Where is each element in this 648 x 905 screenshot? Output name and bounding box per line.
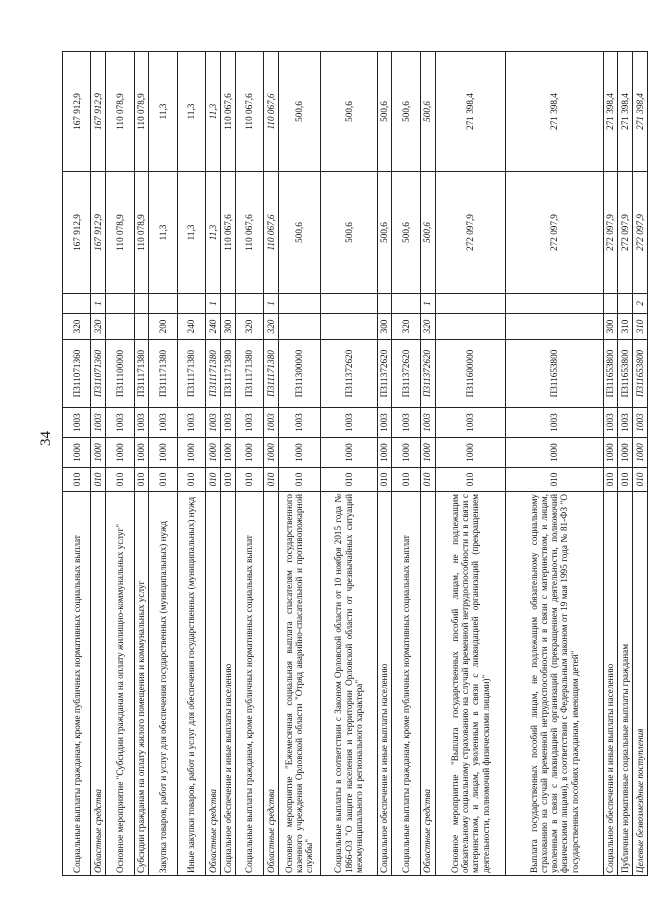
amount-year-2: 11,3 xyxy=(149,52,177,172)
expense-type-code: 300 xyxy=(377,314,392,340)
fund-source-mark xyxy=(235,294,263,314)
expense-type-code xyxy=(320,314,377,340)
amount-year-2: 110 067,6 xyxy=(235,52,263,172)
ministry-code: 010 xyxy=(603,468,618,492)
amount-year-2: 11,3 xyxy=(206,52,221,172)
expense-type-code: 320 xyxy=(420,314,435,340)
target-article-code: П311653800 xyxy=(633,340,648,408)
target-article-code: П311071360 xyxy=(91,340,106,408)
budget-table-sheet xyxy=(62,52,648,876)
amount-year-1: 500,6 xyxy=(377,172,392,294)
section-code: 1000 xyxy=(377,438,392,468)
expense-type-code: 320 xyxy=(264,314,279,340)
amount-year-1: 11,3 xyxy=(206,172,221,294)
ministry-code: 010 xyxy=(505,468,603,492)
budget-table xyxy=(62,51,648,876)
amount-year-1: 11,3 xyxy=(149,172,177,294)
section-code: 1000 xyxy=(206,438,221,468)
table-row xyxy=(63,52,91,876)
amount-year-1: 272 097,9 xyxy=(435,172,505,294)
amount-year-2: 271 398,4 xyxy=(435,52,505,172)
amount-year-1: 167 912,9 xyxy=(91,172,106,294)
fund-source-mark xyxy=(220,294,235,314)
target-article-code: П311372620 xyxy=(392,340,420,408)
amount-year-2: 271 398,4 xyxy=(633,52,648,172)
target-article-code: П311071360 xyxy=(63,340,91,408)
table-row xyxy=(235,52,263,876)
ministry-code: 010 xyxy=(149,468,177,492)
target-article-code: П311100000 xyxy=(106,340,134,408)
expense-type-code: 240 xyxy=(206,314,221,340)
subsection-code: 1003 xyxy=(320,408,377,438)
section-code: 1000 xyxy=(505,438,603,468)
ministry-code: 010 xyxy=(633,468,648,492)
row-name: Социальное обеспечение и иные выплаты населению xyxy=(220,492,235,876)
amount-year-2: 110 078,9 xyxy=(134,52,149,172)
amount-year-1: 272 097,9 xyxy=(505,172,603,294)
section-code: 1000 xyxy=(392,438,420,468)
expense-type-code: 300 xyxy=(220,314,235,340)
subsection-code: 1003 xyxy=(63,408,91,438)
ministry-code: 010 xyxy=(63,468,91,492)
expense-type-code: 320 xyxy=(63,314,91,340)
amount-year-2: 271 398,4 xyxy=(603,52,618,172)
ministry-code: 010 xyxy=(320,468,377,492)
row-name: Целевые безвозмездные поступления xyxy=(633,492,648,876)
expense-type-code: 310 xyxy=(633,314,648,340)
target-article-code: П311600000 xyxy=(435,340,505,408)
ministry-code: 010 xyxy=(235,468,263,492)
section-code: 1000 xyxy=(177,438,205,468)
target-article-code: П311171380 xyxy=(206,340,221,408)
fund-source-mark xyxy=(603,294,618,314)
table-row xyxy=(320,52,377,876)
section-code: 1000 xyxy=(235,438,263,468)
amount-year-1: 110 078,9 xyxy=(134,172,149,294)
fund-source-mark: 1 xyxy=(264,294,279,314)
row-name: Публичные нормативные социальные выплаты гражданам xyxy=(618,492,633,876)
section-code: 1000 xyxy=(63,438,91,468)
subsection-code: 1003 xyxy=(134,408,149,438)
fund-source-mark xyxy=(377,294,392,314)
target-article-code: П311653800 xyxy=(603,340,618,408)
fund-source-mark xyxy=(435,294,505,314)
fund-source-mark xyxy=(505,294,603,314)
subsection-code: 1003 xyxy=(206,408,221,438)
amount-year-1: 110 067,6 xyxy=(220,172,235,294)
row-name: Областные средства xyxy=(91,492,106,876)
row-name: Основное мероприятие "Субсидии гражданам на оплату жилищно-коммунальных услуг" xyxy=(106,492,134,876)
section-code: 1000 xyxy=(435,438,505,468)
row-name: Социальные выплаты гражданам, кроме публичных нормативных социальных выплат xyxy=(63,492,91,876)
expense-type-code: 320 xyxy=(392,314,420,340)
subsection-code: 1003 xyxy=(177,408,205,438)
subsection-code: 1003 xyxy=(377,408,392,438)
section-code: 1000 xyxy=(149,438,177,468)
amount-year-1: 500,6 xyxy=(392,172,420,294)
table-row xyxy=(91,52,106,876)
table-row xyxy=(392,52,420,876)
section-code: 1000 xyxy=(134,438,149,468)
amount-year-1: 167 912,9 xyxy=(63,172,91,294)
table-row xyxy=(177,52,205,876)
target-article-code: П311171380 xyxy=(264,340,279,408)
subsection-code: 1003 xyxy=(149,408,177,438)
section-code: 1000 xyxy=(603,438,618,468)
subsection-code: 1003 xyxy=(618,408,633,438)
amount-year-2: 167 912,9 xyxy=(91,52,106,172)
amount-year-1: 272 097,9 xyxy=(633,172,648,294)
amount-year-2: 500,6 xyxy=(320,52,377,172)
amount-year-1: 272 097,9 xyxy=(603,172,618,294)
expense-type-code xyxy=(278,314,320,340)
section-code: 1000 xyxy=(91,438,106,468)
amount-year-2: 11,3 xyxy=(177,52,205,172)
amount-year-1: 110 067,6 xyxy=(235,172,263,294)
table-body xyxy=(63,52,648,876)
amount-year-2: 110 067,6 xyxy=(220,52,235,172)
expense-type-code: 310 xyxy=(618,314,633,340)
target-article-code: П311171380 xyxy=(177,340,205,408)
section-code: 1000 xyxy=(278,438,320,468)
amount-year-2: 500,6 xyxy=(377,52,392,172)
expense-type-code: 320 xyxy=(235,314,263,340)
expense-type-code: 300 xyxy=(603,314,618,340)
subsection-code: 1003 xyxy=(264,408,279,438)
subsection-code: 1003 xyxy=(603,408,618,438)
subsection-code: 1003 xyxy=(435,408,505,438)
fund-source-mark xyxy=(63,294,91,314)
ministry-code: 010 xyxy=(206,468,221,492)
fund-source-mark xyxy=(177,294,205,314)
table-row xyxy=(278,52,320,876)
row-name: Социальные выплаты гражданам, кроме публичных нормативных социальных выплат xyxy=(392,492,420,876)
amount-year-1: 500,6 xyxy=(320,172,377,294)
subsection-code: 1003 xyxy=(106,408,134,438)
row-name: Закупка товаров, работ и услуг для обеспечения государственных (муниципальных) нужд xyxy=(149,492,177,876)
expense-type-code: 240 xyxy=(177,314,205,340)
ministry-code: 010 xyxy=(392,468,420,492)
amount-year-1: 11,3 xyxy=(177,172,205,294)
target-article-code: П311653800 xyxy=(505,340,603,408)
fund-source-mark: 2 xyxy=(633,294,648,314)
subsection-code: 1003 xyxy=(278,408,320,438)
table-row xyxy=(220,52,235,876)
row-name: Социальные выплаты гражданам, кроме публичных нормативных социальных выплат xyxy=(235,492,263,876)
fund-source-mark xyxy=(320,294,377,314)
subsection-code: 1003 xyxy=(91,408,106,438)
target-article-code: П311171380 xyxy=(134,340,149,408)
expense-type-code xyxy=(106,314,134,340)
subsection-code: 1003 xyxy=(392,408,420,438)
ministry-code: 010 xyxy=(220,468,235,492)
row-name: Основное мероприятие "Ежемесячная социальная выплата спасателям государственного казенного учреждения Орловской области "Отряд аварийно-спасательной и противопожарной службы" xyxy=(278,492,320,876)
section-code: 1000 xyxy=(106,438,134,468)
table-row xyxy=(106,52,134,876)
subsection-code: 1003 xyxy=(235,408,263,438)
fund-source-mark: 1 xyxy=(206,294,221,314)
table-row xyxy=(505,52,603,876)
expense-type-code xyxy=(134,314,149,340)
target-article-code: П311171380 xyxy=(220,340,235,408)
subsection-code: 1003 xyxy=(220,408,235,438)
fund-source-mark xyxy=(278,294,320,314)
amount-year-1: 272 097,9 xyxy=(618,172,633,294)
ministry-code: 010 xyxy=(420,468,435,492)
ministry-code: 010 xyxy=(377,468,392,492)
ministry-code: 010 xyxy=(264,468,279,492)
section-code: 1000 xyxy=(633,438,648,468)
amount-year-2: 500,6 xyxy=(420,52,435,172)
ministry-code: 010 xyxy=(91,468,106,492)
amount-year-1: 500,6 xyxy=(420,172,435,294)
section-code: 1000 xyxy=(420,438,435,468)
target-article-code: П311372620 xyxy=(420,340,435,408)
table-row xyxy=(618,52,633,876)
row-name: Областные средства xyxy=(420,492,435,876)
table-row xyxy=(149,52,177,876)
row-name: Социальные выплаты в соответствии с Законом Орловской области от 10 ноября 2015 года № 1866-ОЗ "О защите населения и территории Орловской области от чрезвычайных ситуаций межмуниципального и регионального характера" xyxy=(320,492,377,876)
section-code: 1000 xyxy=(220,438,235,468)
page-number: 34 xyxy=(38,431,54,446)
table-row xyxy=(264,52,279,876)
row-name: Выплата государственных пособий лицам, не подлежащим обязательному социальному страхованию на случай временной нетрудоспособности и в связи с материнством, и лицам, уволенным в связи с ликвидацией организаций (прекращением деятельности, полномочий физическими лицами), в соответствии с Федеральным законом от 19 мая 1995 года № 81-ФЗ "О государственных пособиях гражданам, имеющим детей" xyxy=(505,492,603,876)
target-article-code: П311653800 xyxy=(618,340,633,408)
target-article-code: П311171380 xyxy=(235,340,263,408)
amount-year-2: 271 398,4 xyxy=(505,52,603,172)
ministry-code: 010 xyxy=(278,468,320,492)
subsection-code: 1003 xyxy=(505,408,603,438)
row-name: Субсидии гражданам на оплату жилого помещения и коммунальных услуг xyxy=(134,492,149,876)
table-row xyxy=(206,52,221,876)
ministry-code: 010 xyxy=(106,468,134,492)
ministry-code: 010 xyxy=(435,468,505,492)
table-row xyxy=(633,52,648,876)
table-row xyxy=(420,52,435,876)
row-name: Социальное обеспечение и иные выплаты населению xyxy=(377,492,392,876)
amount-year-2: 500,6 xyxy=(278,52,320,172)
fund-source-mark: 1 xyxy=(91,294,106,314)
row-name: Иные закупки товаров, работ и услуг для обеспечения государственных (муниципальных) нужд xyxy=(177,492,205,876)
amount-year-2: 271 398,4 xyxy=(618,52,633,172)
amount-year-1: 500,6 xyxy=(278,172,320,294)
table-row xyxy=(134,52,149,876)
ministry-code: 010 xyxy=(177,468,205,492)
expense-type-code: 320 xyxy=(91,314,106,340)
fund-source-mark xyxy=(392,294,420,314)
section-code: 1000 xyxy=(320,438,377,468)
fund-source-mark xyxy=(134,294,149,314)
amount-year-2: 167 912,9 xyxy=(63,52,91,172)
fund-source-mark xyxy=(618,294,633,314)
fund-source-mark xyxy=(106,294,134,314)
subsection-code: 1003 xyxy=(633,408,648,438)
row-name: Социальное обеспечение и иные выплаты населению xyxy=(603,492,618,876)
table-row xyxy=(435,52,505,876)
row-name: Основное мероприятие "Выплата государственных пособий лицам, не подлежащим обязательному социальному страхованию на случай временной нетрудоспособности и в связи с материнством, и лицам, уволенным в связи с ликвидацией организаций (прекращением деятельности, полномочий физическими лицами)" xyxy=(435,492,505,876)
ministry-code: 010 xyxy=(618,468,633,492)
amount-year-1: 110 067,6 xyxy=(264,172,279,294)
target-article-code: П311171380 xyxy=(149,340,177,408)
ministry-code: 010 xyxy=(134,468,149,492)
section-code: 1000 xyxy=(618,438,633,468)
section-code: 1000 xyxy=(264,438,279,468)
subsection-code: 1003 xyxy=(420,408,435,438)
target-article-code: П311372620 xyxy=(320,340,377,408)
row-name: Областные средства xyxy=(264,492,279,876)
fund-source-mark xyxy=(149,294,177,314)
expense-type-code xyxy=(505,314,603,340)
row-name: Областные средства xyxy=(206,492,221,876)
table-row xyxy=(603,52,618,876)
amount-year-2: 500,6 xyxy=(392,52,420,172)
target-article-code: П311372620 xyxy=(377,340,392,408)
expense-type-code: 200 xyxy=(149,314,177,340)
amount-year-2: 110 067,6 xyxy=(264,52,279,172)
fund-source-mark: 1 xyxy=(420,294,435,314)
table-row xyxy=(377,52,392,876)
target-article-code: П311300000 xyxy=(278,340,320,408)
amount-year-1: 110 078,9 xyxy=(106,172,134,294)
amount-year-2: 110 078,9 xyxy=(106,52,134,172)
expense-type-code xyxy=(435,314,505,340)
